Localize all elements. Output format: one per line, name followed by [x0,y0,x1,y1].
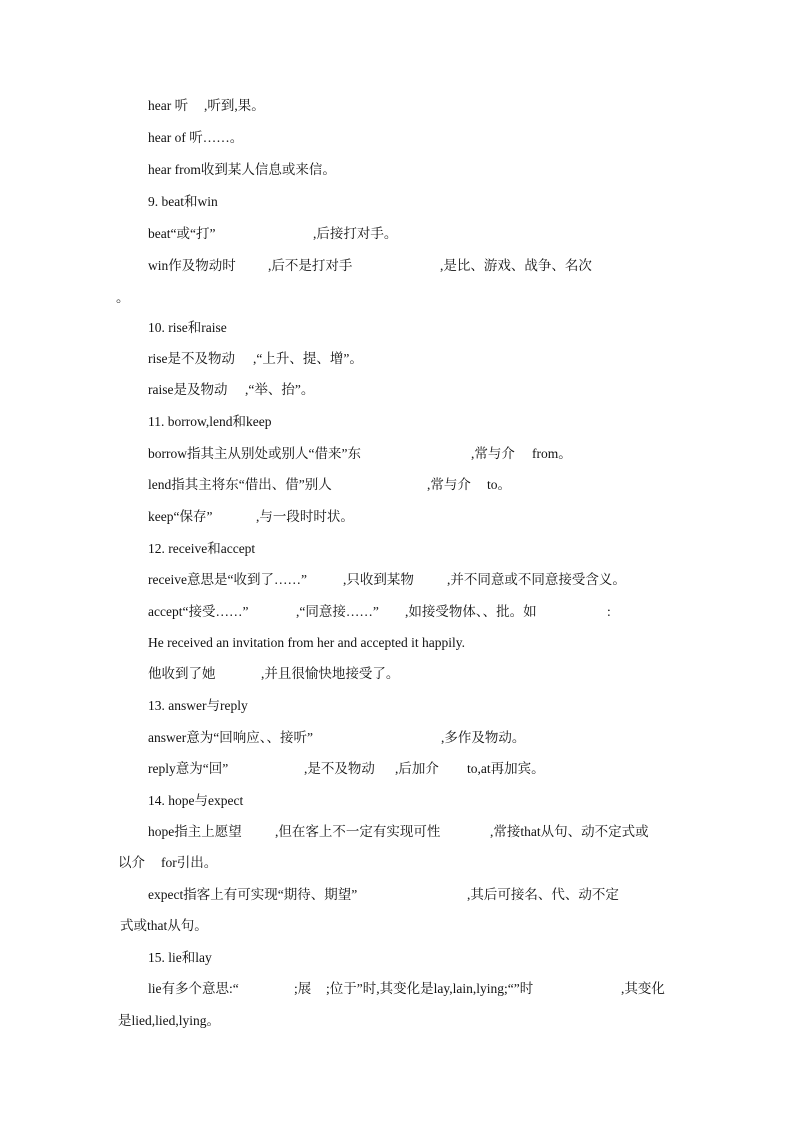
text-segment: ;展 [294,981,312,996]
text-segment: ,后接打对手。 [313,226,398,241]
text-segment: keep“保存” [148,509,213,524]
text-segment: lend指其主将东“借出、借”别人 [148,477,332,492]
text-segment: ,多作及物动。 [441,730,526,745]
text-line [0,604,800,620]
text-line [0,572,800,588]
text-segment: rise是不及物动 [148,351,235,366]
section-heading [0,194,800,210]
text-line [0,824,800,840]
text-segment: beat“或“打” [148,226,216,241]
text-segment: ;位于”时,其变化是lay,lain,lying;“”时 [326,981,534,996]
section-heading [0,541,800,557]
text-segment: ,“同意接……” [296,604,379,619]
text-line [0,666,800,682]
text-segment: raise是及物动 [148,382,228,397]
text-segment: from。 [532,446,572,461]
text-line [0,509,800,525]
text-segment: ,其后可接名、代、动不定 [467,887,619,902]
text-segment: hear of 听……。 [148,130,244,145]
text-segment: hear 听 [148,98,189,113]
text-segment: hope指主上愿望 [148,824,242,839]
example-sentence [0,635,800,651]
text-segment: 以介 [118,855,145,870]
text-line [0,730,800,746]
text-segment: ,如接受物体、、批。如 [405,604,537,619]
text-segment: 是lied,lied,lying。 [118,1013,220,1028]
text-line [0,258,800,274]
text-line [0,351,800,367]
text-segment: accept“接受……” [148,604,249,619]
text-segment: ,其变化 [621,981,665,996]
text-line [0,130,800,146]
text-segment: win作及物动时 [148,258,236,273]
text-segment: ,常与介 [471,446,515,461]
text-segment: ,是不及物动 [304,761,375,776]
text-segment: 15. lie和lay [148,950,212,965]
text-segment: ,后不是打对手 [268,258,353,273]
text-segment: borrow指其主从别处或别人“借来”东 [148,446,361,461]
text-line [0,162,800,178]
text-segment: 14. hope与expect [148,793,244,808]
text-segment: 式或that从句。 [120,918,208,933]
text-segment: ,后加介 [395,761,439,776]
text-segment: ,只收到某物 [343,572,414,587]
text-line [0,382,800,398]
text-segment: receive意思是“收到了……” [148,572,307,587]
text-segment: expect指客上有可实现“期待、期望” [148,887,358,902]
text-segment: 13. answer与reply [148,698,248,713]
text-segment: ,常接that从句、动不定式或 [490,824,649,839]
text-segment: to,at再加宾。 [467,761,545,776]
text-line [0,855,800,871]
text-line [0,226,800,242]
text-segment: ,与一段时时状。 [256,509,354,524]
text-segment: ,“上升、提、增”。 [253,351,363,366]
section-heading [0,320,800,336]
text-segment: ,听到,果。 [204,98,265,113]
text-line [0,477,800,493]
text-segment: 。 [116,290,130,305]
text-segment: ,常与介 [427,477,471,492]
text-segment: for引出。 [161,855,218,870]
text-line [0,1013,800,1029]
text-line [0,290,800,306]
text-line [0,98,800,114]
text-segment: reply意为“回” [148,761,229,776]
text-segment: 10. rise和raise [148,320,227,335]
section-heading [0,414,800,430]
text-line [0,981,800,997]
text-line [0,446,800,462]
text-segment: : [607,604,611,619]
section-heading [0,950,800,966]
text-segment: 他收到了她 [148,666,216,681]
section-heading [0,793,800,809]
text-segment: 12. receive和accept [148,541,256,556]
text-segment: 11. borrow,lend和keep [148,414,272,429]
text-segment: ,并不同意或不同意接受含义。 [447,572,626,587]
text-segment: ,“举、抬”。 [245,382,315,397]
text-segment: to。 [487,477,512,492]
text-segment: 9. beat和win [148,194,218,209]
text-segment: ,但在客上不一定有实现可性 [275,824,441,839]
text-segment: answer意为“回响应、、接听” [148,730,313,745]
text-segment: ,并且很愉快地接受了。 [261,666,400,681]
section-heading [0,698,800,714]
text-segment: lie有多个意思:“ [148,981,239,996]
text-segment: He received an invitation from her and accepted it happily. [148,635,465,650]
text-line [0,918,800,934]
text-line [0,761,800,777]
text-segment: ,是比、游戏、战争、名次 [440,258,592,273]
text-line [0,887,800,903]
text-segment: hear from收到某人信息或来信。 [148,162,336,177]
